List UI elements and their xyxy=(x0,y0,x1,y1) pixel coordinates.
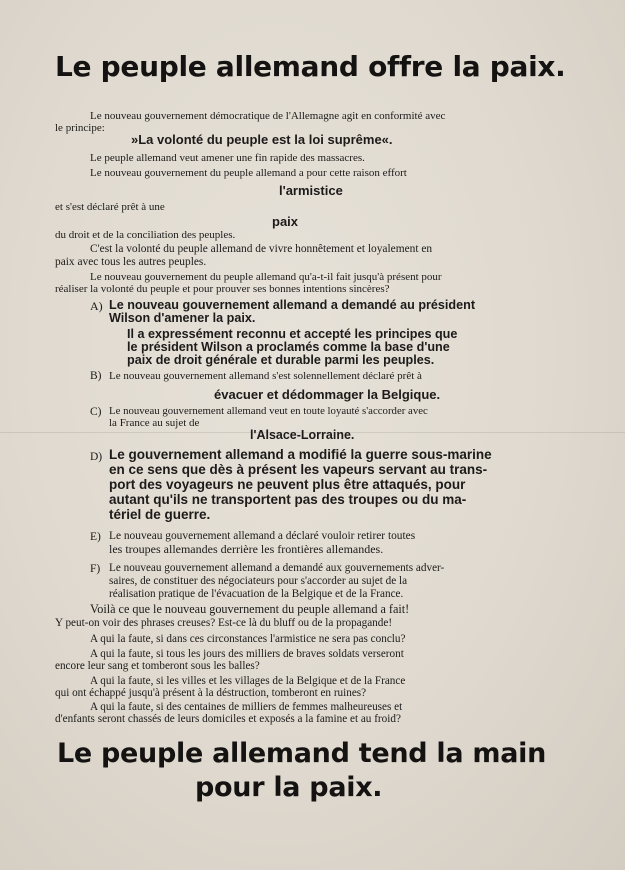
item-e-line-1: Le nouveau gouvernement allemand a déclaré vouloir retirer toutes xyxy=(109,530,416,542)
closing-question-2-line-2: encore leur sang et tomberont sous les balles? xyxy=(55,660,260,672)
item-f-line-1: Le nouveau gouvernement allemand a demandé aux gouvernements adver- xyxy=(109,562,445,574)
closing-question-3-line-1: A qui la faute, si les villes et les villages de la Belgique et de la France xyxy=(90,675,406,687)
para1-line-1: C'est la volonté du peuple allemand de vivre honnêtement et loyalement en xyxy=(90,243,433,255)
item-a-line-4: le président Wilson a proclamés comme la base d'une xyxy=(127,340,450,354)
item-d-label: D) xyxy=(90,451,103,463)
armistice-word: l'armistice xyxy=(279,183,343,198)
item-f-line-2: saires, de constituer des négociateurs pour s'accorder au sujet de la xyxy=(109,575,408,587)
item-d-line-4: autant qu'ils ne transportent pas des troupes ou du ma- xyxy=(109,492,467,507)
item-d-line-5: tériel de guerre. xyxy=(109,507,211,522)
principle-quote: »La volonté du peuple est la loi suprême«. xyxy=(131,132,393,147)
intro-line-3: Le peuple allemand veut amener une fin rapide des massacres. xyxy=(90,152,365,164)
item-d-line-2: en ce sens que dès à présent les vapeurs servant au trans- xyxy=(109,462,488,477)
closing-question-2-line-1: A qui la faute, si tous les jours des milliers de braves soldats verseront xyxy=(90,648,404,660)
paix-word: paix xyxy=(272,214,299,229)
para2-line-2: réaliser la volonté du peuple et pour prouver ses bonnes intentions sincères? xyxy=(55,283,390,295)
item-c-line-1: Le nouveau gouvernement allemand veut en toute loyauté s'accorder avec xyxy=(109,405,428,417)
item-d-line-3: port des voyageurs ne peuvent plus être attaqués, pour xyxy=(109,477,466,492)
item-e-line-2: les troupes allemandes derrière les frontières allemandes. xyxy=(109,542,384,556)
item-a-label: A) xyxy=(90,299,103,313)
footer-headline-line-1: Le peuple allemand tend la main xyxy=(57,738,546,769)
intro-line-1: Le nouveau gouvernement démocratique de l'Allemagne agit en conformité avec xyxy=(90,110,446,122)
item-a-line-2: Wilson d'amener la paix. xyxy=(109,311,256,325)
intro-line-5: et s'est déclaré prêt à une xyxy=(55,201,165,213)
para1-line-2: paix avec tous les autres peuples. xyxy=(55,256,207,268)
item-a-line-5: paix de droit générale et durable parmi les peuples. xyxy=(127,353,435,367)
closing-line-2: Y peut-on voir des phrases creuses? Est-ce là du bluff ou de la propagande! xyxy=(55,617,393,629)
item-e-label: E) xyxy=(90,531,101,543)
intro-line-6: du droit et de la conciliation des peuples. xyxy=(55,229,236,241)
closing-question-3-line-2: qui ont échappé jusqu'à présent à la déstruction, tomberont en ruines? xyxy=(55,687,367,699)
item-c-label: C) xyxy=(90,406,102,418)
item-f-label: F) xyxy=(90,563,101,575)
footer-headline-line-2: pour la paix. xyxy=(195,772,383,803)
item-b-line-2: évacuer et dédommager la Belgique. xyxy=(214,387,441,402)
item-a-line-1: Le nouveau gouvernement allemand a demandé au président xyxy=(109,298,476,312)
item-b-line-1: Le nouveau gouvernement allemand s'est solennellement déclaré prêt à xyxy=(109,370,422,382)
item-b-label: B) xyxy=(90,370,102,382)
page-title: Le peuple allemand offre la paix. xyxy=(55,50,566,83)
intro-line-4: Le nouveau gouvernement du peuple allemand a pour cette raison effort xyxy=(90,167,407,179)
intro-line-2: le principe: xyxy=(55,122,105,134)
closing-question-4-line-2: d'enfants seront chassés de leurs domiciles et exposés a la famine et au froid? xyxy=(55,713,401,725)
item-c-line-3: l'Alsace-Lorraine. xyxy=(250,428,355,442)
item-c-line-2: la France au sujet de xyxy=(109,417,200,429)
para2-line-1: Le nouveau gouvernement du peuple allemand qu'a-t-il fait jusqu'à présent pour xyxy=(90,271,442,283)
closing-line-1: Voilà ce que le nouveau gouvernement du peuple allemand a fait! xyxy=(90,602,410,616)
closing-question-1: A qui la faute, si dans ces circonstances l'armistice ne sera pas conclu? xyxy=(90,633,406,645)
closing-question-4-line-1: A qui la faute, si des centaines de milliers de femmes malheureuses et xyxy=(90,701,403,713)
item-f-line-3: réalisation pratique de l'évacuation de la Belgique et de la France. xyxy=(109,588,404,600)
item-a-line-3: Il a expressément reconnu et accepté les principes que xyxy=(127,327,458,341)
item-d-line-1: Le gouvernement allemand a modifié la guerre sous-marine xyxy=(109,447,492,462)
